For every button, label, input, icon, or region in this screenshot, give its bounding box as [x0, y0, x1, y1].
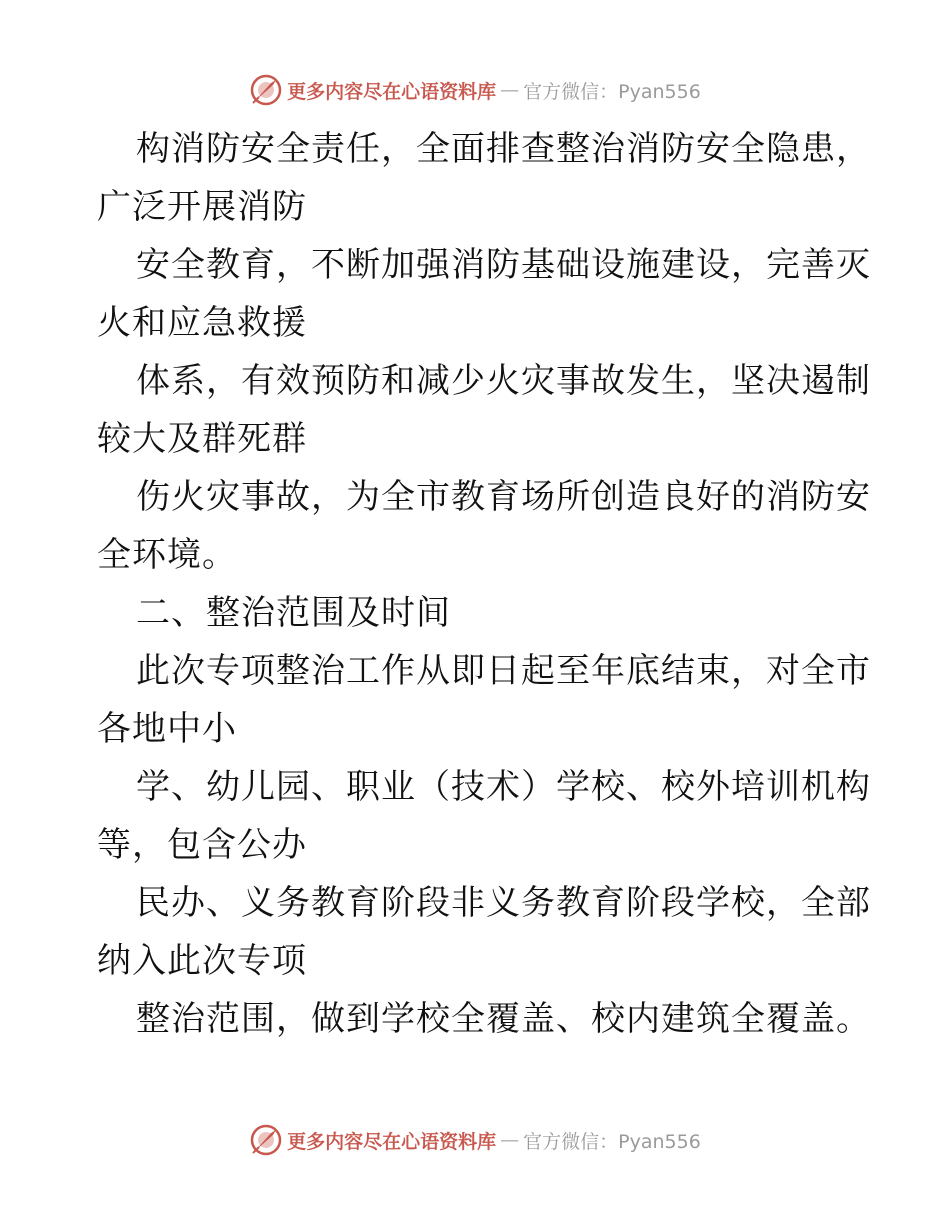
text-line: 此次专项整治工作从即日起至年底结束，对全市 — [136, 651, 871, 691]
text-line: 学、幼儿园、职业（技术）学校、校外培训机构 — [136, 767, 871, 807]
text-line: 纳入此次专项 — [97, 941, 307, 981]
watermark-wechat-text: 官方微信：Pyan556 — [523, 80, 701, 103]
quill-pen-logo-icon — [249, 73, 283, 107]
text-line: 体系，有效预防和减少火灾事故发生，坚决遏制 — [136, 361, 871, 401]
text-line: 全环境。 — [97, 535, 237, 575]
text-line: 较大及群死群 — [97, 419, 307, 459]
watermark-brand-text: 更多内容尽在心语资料库 — [287, 80, 497, 103]
text-line: 整治范围，做到学校全覆盖、校内建筑全覆盖。 — [136, 999, 871, 1039]
text-line: 民办、义务教育阶段非义务教育阶段学校，全部 — [136, 883, 871, 923]
watermark-brand-text: 更多内容尽在心语资料库 — [287, 1130, 497, 1153]
text-line: 等，包含公办 — [97, 825, 307, 865]
watermark-wechat-text: 官方微信：Pyan556 — [523, 1130, 701, 1153]
footer-watermark — [0, 1120, 950, 1160]
watermark-dash: — — [500, 1129, 520, 1151]
text-line: 各地中小 — [97, 709, 237, 749]
document-body — [97, 120, 871, 1048]
watermark-dash: — — [500, 79, 520, 101]
text-line: 安全教育，不断加强消防基础设施建设，完善灭 — [136, 245, 871, 285]
quill-pen-logo-icon — [249, 1123, 283, 1157]
text-line: 伤火灾事故，为全市教育场所创造良好的消防安 — [136, 477, 871, 517]
text-line: 构消防安全责任，全面排查整治消防安全隐患， — [136, 129, 871, 169]
text-line: 广泛开展消防 — [97, 187, 307, 227]
text-line: 火和应急救援 — [97, 303, 307, 343]
header-watermark — [0, 70, 950, 110]
section-heading: 二、整治范围及时间 — [136, 593, 451, 633]
